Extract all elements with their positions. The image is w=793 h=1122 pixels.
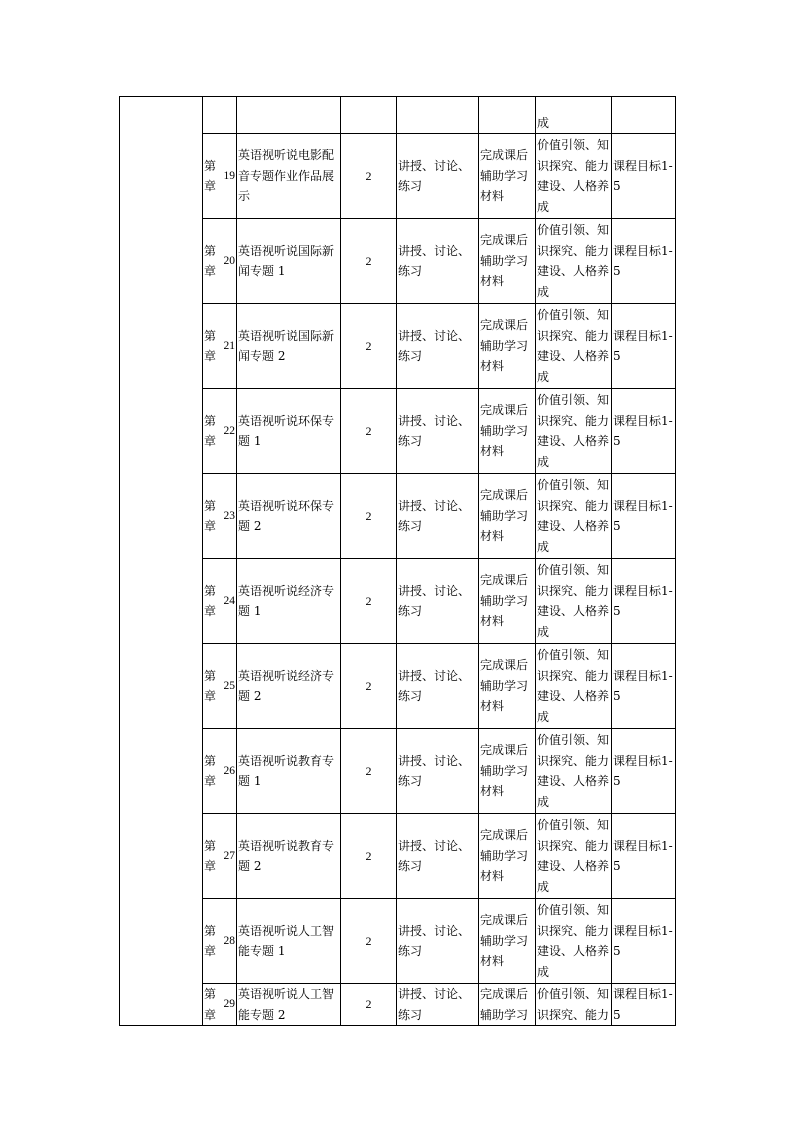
hours-value: 2 [365, 338, 372, 353]
target-cell [612, 729, 676, 814]
task-cell [479, 97, 536, 134]
chapter-prefix: 第 [204, 668, 217, 683]
chapter-prefix: 第 [204, 838, 217, 853]
chapter-title: 英语视听说国际新闻专题 2 [238, 328, 335, 363]
chapter-suffix: 章 [204, 604, 217, 618]
task-cell [479, 729, 536, 814]
hours-cell [341, 389, 397, 474]
chapter-number: 26 [223, 764, 235, 777]
education-goal: 价值引领、知识探究、能力建设、人格养成 [537, 563, 610, 639]
chapter-suffix: 章 [204, 944, 217, 958]
chapter-suffix: 章 [204, 859, 217, 873]
chapter-title: 英语视听说环保专题 1 [238, 413, 335, 448]
course-target: 课程目标1-5 [613, 243, 673, 278]
chapter-title: 英语视听说经济专题 2 [238, 668, 335, 703]
chapter-number: 20 [223, 254, 235, 267]
chapter-cell [203, 219, 237, 304]
chapter-prefix: 第 [204, 753, 217, 768]
target-cell [612, 899, 676, 984]
course-target: 课程目标1-5 [613, 413, 673, 448]
table-row [120, 814, 676, 899]
title-cell [237, 899, 341, 984]
teaching-method: 讲授、讨论、练习 [398, 583, 471, 618]
chapter-suffix: 章 [204, 179, 217, 193]
learning-task: 完成课后辅助学习材料 [480, 233, 529, 289]
chapter-cell [203, 984, 237, 1026]
learning-task: 完成课后辅助学习材料 [480, 148, 529, 204]
table-row [120, 644, 676, 729]
learning-task: 完成课后辅助学习材料 [480, 743, 529, 799]
table-row [120, 134, 676, 219]
teaching-method: 讲授、讨论、练习 [398, 413, 471, 448]
method-cell [397, 644, 479, 729]
title-cell [237, 474, 341, 559]
method-cell [397, 559, 479, 644]
table-row [120, 899, 676, 984]
task-cell [479, 559, 536, 644]
course-target: 课程目标1-5 [613, 328, 673, 363]
teaching-method: 讲授、讨论、练习 [398, 987, 471, 1022]
method-cell [397, 729, 479, 814]
teaching-method: 讲授、讨论、练习 [398, 668, 471, 703]
chapter-number: 19 [223, 169, 235, 182]
education-goal: 价值引领、知识探究、能力建设、人格养成 [537, 903, 610, 979]
title-cell [237, 389, 341, 474]
target-cell [612, 984, 676, 1026]
education-goal: 价值引领、知识探究、能力建设、人格养成 [537, 478, 610, 554]
title-cell [237, 644, 341, 729]
chapter-title: 英语视听说教育专题 1 [238, 753, 335, 788]
chapter-number: 29 [223, 998, 235, 1011]
learning-task: 完成课后辅助学习材料 [480, 403, 529, 459]
chapter-prefix: 第 [204, 583, 217, 598]
merged-left-cell [120, 97, 203, 1026]
goal-cell [536, 134, 612, 219]
chapter-title: 英语视听说国际新闻专题 1 [238, 243, 335, 278]
method-cell [397, 97, 479, 134]
goal-fragment: 成 [537, 115, 550, 130]
goal-cell [536, 729, 612, 814]
task-cell [479, 814, 536, 899]
goal-cell [536, 97, 612, 134]
course-target: 课程目标1-5 [613, 583, 673, 618]
chapter-number: 23 [223, 509, 235, 522]
hours-value: 2 [365, 253, 372, 268]
learning-task: 完成课后辅助学习材料 [480, 828, 529, 884]
chapter-title: 英语视听说人工智能专题 1 [238, 923, 335, 958]
method-cell [397, 814, 479, 899]
teaching-method: 讲授、讨论、练习 [398, 158, 471, 193]
hours-value: 2 [365, 997, 372, 1012]
education-goal: 价值引领、知识探究、能力建设、人格养成 [537, 818, 610, 894]
title-cell [237, 984, 341, 1026]
hours-cell [341, 814, 397, 899]
hours-value: 2 [365, 933, 372, 948]
course-target: 课程目标1-5 [613, 923, 673, 958]
goal-cell [536, 899, 612, 984]
title-cell [237, 814, 341, 899]
course-target: 课程目标1-5 [613, 158, 673, 193]
course-target: 课程目标1-5 [613, 668, 673, 703]
education-goal: 价值引领、知识探究、能力建设、人格养成 [537, 393, 610, 469]
course-target: 课程目标1-5 [613, 498, 673, 533]
chapter-cell [203, 97, 237, 134]
method-cell [397, 474, 479, 559]
chapter-prefix: 第 [204, 243, 217, 258]
method-cell [397, 389, 479, 474]
chapter-title: 英语视听说环保专题 2 [238, 498, 335, 533]
chapter-number: 25 [223, 679, 235, 692]
chapter-prefix: 第 [204, 158, 217, 173]
task-cell [479, 304, 536, 389]
target-cell [612, 304, 676, 389]
chapter-suffix: 章 [204, 264, 217, 278]
teaching-method: 讲授、讨论、练习 [398, 838, 471, 873]
goal-cell [536, 474, 612, 559]
table-row-continued [120, 97, 676, 134]
chapter-suffix: 章 [204, 689, 217, 703]
teaching-method: 讲授、讨论、练习 [398, 753, 471, 788]
course-target: 课程目标1-5 [613, 753, 673, 788]
chapter-prefix: 第 [204, 923, 217, 938]
table-row [120, 729, 676, 814]
chapter-number: 24 [223, 594, 235, 607]
target-cell [612, 97, 676, 134]
learning-task: 完成课后辅助学习材料 [480, 573, 529, 629]
target-cell [612, 559, 676, 644]
teaching-method: 讲授、讨论、练习 [398, 243, 471, 278]
hours-value: 2 [365, 423, 372, 438]
table-row [120, 559, 676, 644]
education-goal: 价值引领、知识探究、能力建设、人格养成 [537, 223, 610, 299]
goal-cell [536, 984, 612, 1026]
task-cell [479, 644, 536, 729]
method-cell [397, 134, 479, 219]
chapter-cell [203, 304, 237, 389]
method-cell [397, 219, 479, 304]
chapter-number: 27 [223, 849, 235, 862]
chapter-prefix: 第 [204, 413, 217, 428]
hours-cell [341, 984, 397, 1026]
target-cell [612, 389, 676, 474]
learning-task: 完成课后辅助学习材料 [480, 318, 529, 374]
hours-value: 2 [365, 848, 372, 863]
goal-cell [536, 559, 612, 644]
chapter-number: 21 [223, 339, 235, 352]
chapter-suffix: 章 [204, 519, 217, 533]
hours-value: 2 [365, 508, 372, 523]
table-row [120, 219, 676, 304]
target-cell [612, 134, 676, 219]
goal-cell [536, 304, 612, 389]
hours-value: 2 [365, 678, 372, 693]
goal-cell [536, 814, 612, 899]
target-cell [612, 814, 676, 899]
hours-cell [341, 559, 397, 644]
chapter-prefix: 第 [204, 498, 217, 513]
method-cell [397, 304, 479, 389]
teaching-method: 讲授、讨论、练习 [398, 923, 471, 958]
chapter-number: 28 [223, 934, 235, 947]
chapter-suffix: 章 [204, 774, 217, 788]
task-cell [479, 134, 536, 219]
title-cell [237, 729, 341, 814]
task-cell [479, 899, 536, 984]
chapter-suffix: 章 [204, 349, 217, 363]
hours-cell [341, 134, 397, 219]
table-row [120, 389, 676, 474]
chapter-suffix: 章 [204, 1007, 217, 1022]
method-cell [397, 984, 479, 1026]
hours-value: 2 [365, 168, 372, 183]
title-cell [237, 97, 341, 134]
task-cell [479, 474, 536, 559]
hours-cell [341, 729, 397, 814]
method-cell [397, 899, 479, 984]
goal-cell [536, 389, 612, 474]
title-cell [237, 134, 341, 219]
chapter-cell [203, 814, 237, 899]
learning-task: 完成课后辅助学习材料 [480, 658, 529, 714]
hours-cell [341, 219, 397, 304]
hours-cell [341, 304, 397, 389]
chapter-number: 22 [223, 424, 235, 437]
target-cell [612, 644, 676, 729]
chapter-cell [203, 899, 237, 984]
chapter-cell [203, 729, 237, 814]
task-cell [479, 984, 536, 1026]
title-cell [237, 559, 341, 644]
chapter-title: 英语视听说人工智能专题 2 [238, 987, 335, 1022]
chapter-cell [203, 474, 237, 559]
hours-value: 2 [365, 763, 372, 778]
hours-cell [341, 474, 397, 559]
course-target: 课程目标1-5 [613, 838, 673, 873]
education-goal: 价值引领、知识探究、能力建设、人格养成 [537, 733, 610, 809]
hours-cell [341, 899, 397, 984]
target-cell [612, 474, 676, 559]
title-cell [237, 304, 341, 389]
education-goal: 价值引领、知识探究、能力建设、人格养成 [537, 648, 610, 724]
chapter-cell [203, 134, 237, 219]
education-goal: 价值引领、知识探究、能力 [537, 987, 610, 1022]
chapter-prefix: 第 [204, 328, 217, 343]
table-row [120, 304, 676, 389]
chapter-cell [203, 389, 237, 474]
title-cell [237, 219, 341, 304]
chapter-title: 英语视听说教育专题 2 [238, 838, 335, 873]
hours-cell [341, 644, 397, 729]
chapter-title: 英语视听说电影配音专题作业作品展示 [238, 148, 335, 204]
goal-cell [536, 219, 612, 304]
learning-task: 完成课后辅助学习材料 [480, 488, 529, 544]
learning-task: 完成课后辅助学习材料 [480, 913, 529, 969]
chapter-title: 英语视听说经济专题 1 [238, 583, 335, 618]
target-cell [612, 219, 676, 304]
chapter-prefix: 第 [204, 987, 217, 1001]
education-goal: 价值引领、知识探究、能力建设、人格养成 [537, 138, 610, 214]
learning-task: 完成课后辅助学习 [480, 987, 529, 1022]
goal-cell [536, 644, 612, 729]
course-target: 课程目标1-5 [613, 987, 673, 1022]
table-row [120, 984, 676, 1026]
task-cell [479, 219, 536, 304]
chapter-cell [203, 559, 237, 644]
education-goal: 价值引领、知识探究、能力建设、人格养成 [537, 308, 610, 384]
chapter-suffix: 章 [204, 434, 217, 448]
task-cell [479, 389, 536, 474]
hours-cell [341, 97, 397, 134]
table-row [120, 474, 676, 559]
hours-value: 2 [365, 593, 372, 608]
course-schedule-table [119, 96, 676, 1026]
teaching-method: 讲授、讨论、练习 [398, 328, 471, 363]
chapter-cell [203, 644, 237, 729]
teaching-method: 讲授、讨论、练习 [398, 498, 471, 533]
